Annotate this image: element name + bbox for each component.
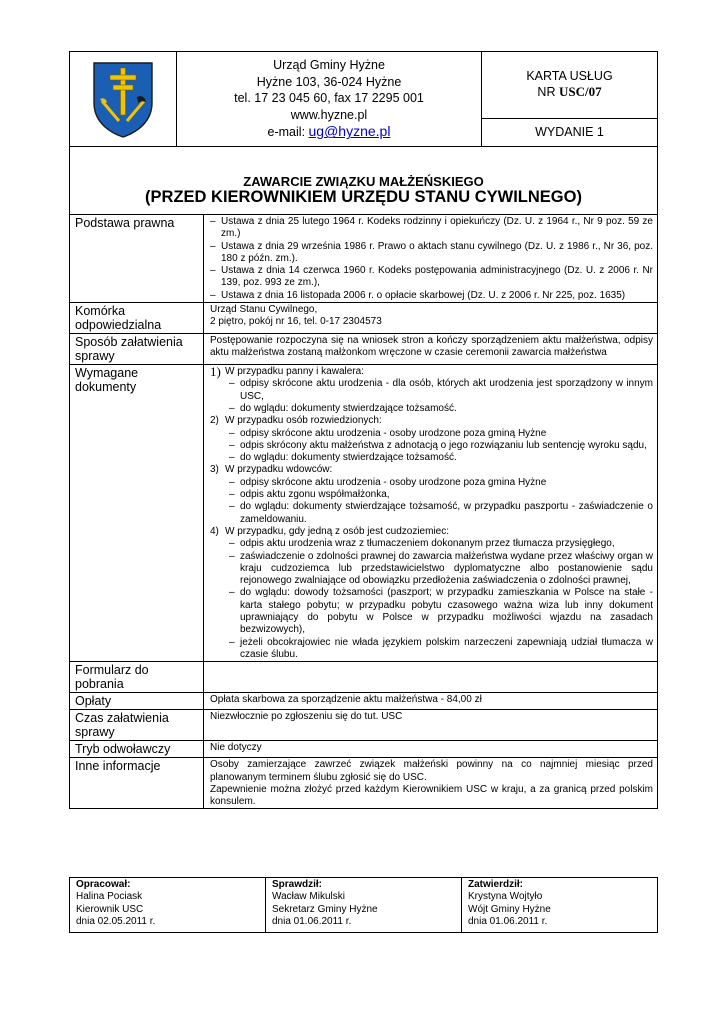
list-item: – jeżeli obcokrajowiec nie włada językiem polskim narzeczeni zapewniają udział tłumacza w czasie ślubu. — [229, 637, 653, 662]
unit-location: 2 piętro, pokój nr 16, tel. 0-17 2304573 — [210, 316, 382, 328]
signature-date: dnia 01.06.2011 r. — [272, 916, 352, 928]
unit-content — [204, 303, 658, 334]
list-item: – zaświadczenie o zdolności prawnej do zawarcia małżeństwa wydane przez właściwy organ w kraju cudzoziemca lub przedstawicielstwo dyplomatyczne albo postanowienie sądu rejonowego zwalniające od obowiązku przedłożenia zaświadczenia o zdolności prawnej, — [229, 551, 653, 588]
signature-row — [70, 878, 658, 933]
signature-prepared — [70, 878, 266, 933]
title-line-1: ZAWARCIE ZWIĄZKU MAŁŻEŃSKIEGO — [243, 174, 484, 189]
signature-role: Zatwierdził: — [468, 879, 524, 890]
list-item: – odpis aktu zgonu współmałżonka, — [229, 489, 653, 501]
other-info-line: Osoby zamierzające zawrzeć związek małżeński powinny na co najmniej miesiąc przed planowanym terminem ślubu zgłosić się do USC. — [210, 759, 653, 783]
signature-approved — [462, 878, 658, 933]
signature-name: Wacław Mikulski — [272, 891, 345, 903]
row-documents — [70, 365, 658, 662]
office-website: www.hyzne.pl — [290, 107, 368, 122]
signature-name: Krystyna Wojtyło — [468, 891, 543, 903]
list-item: – do wglądu: dowody tożsamości (paszport; w przypadku zamieszkania w Polsce na stałe - karta stałego pobytu; w przypadku pobytu czasowego ważna wiza lub inny dokument uprawniający do pobytu w Polsce w przypadku możliwości wjazdu na zasadach bezwizowych), — [229, 587, 653, 636]
row-label: Tryb odwoławczy — [70, 741, 204, 758]
documents-list — [210, 366, 653, 661]
row-appeal — [70, 741, 658, 758]
office-contact — [177, 52, 482, 146]
group-items — [225, 538, 653, 661]
list-item: – do wglądu: dokumenty stwierdzające tożsamość, w przypadku paszportu - zaświadczenie o zameldowaniu. — [229, 501, 653, 526]
group-number: 4) — [210, 525, 219, 537]
card-label: KARTA USŁUG — [526, 69, 613, 83]
list-item: – Ustawa z dnia 16 listopada 2006 r. o opłacie skarbowej (Dz. U. z 2006 r. Nr 225, poz. 1635) — [210, 290, 653, 302]
logo-cell — [70, 52, 177, 146]
list-item: – Ustawa z dnia 25 lutego 1964 r. Kodeks rodzinny i opiekuńczy (Dz. U. z 1964 r., Nr 9 poz. 59 ze zm.) — [210, 216, 653, 241]
office-name: Urząd Gminy Hyżne — [273, 58, 385, 72]
email-label: e-mail: — [267, 125, 309, 140]
legal-basis-content — [204, 215, 658, 303]
card-number-box — [482, 52, 657, 119]
row-label: Formularz do pobrania — [70, 662, 204, 693]
signature-date: dnia 01.06.2011 r. — [468, 916, 548, 928]
document-group — [210, 464, 653, 525]
row-label: Inne informacje — [70, 758, 204, 809]
office-email-line — [177, 123, 481, 141]
group-title: W przypadku, gdy jedną z osób jest cudzoziemiec: — [225, 525, 449, 537]
signature-position: Kierownik USC — [76, 903, 144, 915]
signature-date: dnia 02.05.2011 r. — [76, 916, 156, 928]
list-item: – Ustawa z dnia 29 września 1986 r. Prawo o aktach stanu cywilnego (Dz. U. z 1986 r., Nr 36, poz. 180 z późn. zm.). — [210, 241, 653, 266]
group-items — [225, 428, 653, 465]
list-item: – Ustawa z dnia 14 czerwca 1960 r. Kodeks postępowania administracyjnego (Dz. U. z 2006 r. Nr 139, poz. 993 ze zm.), — [210, 265, 653, 290]
legal-basis-list — [210, 216, 653, 302]
list-item: – odpisy skrócone aktu urodzenia - dla osób, których akt urodzenia jest sporządzony w innym USC, — [229, 378, 653, 403]
document-title — [69, 147, 658, 214]
signature-position: Wójt Gminy Hyżne — [468, 903, 551, 915]
signature-role: Opracował: — [76, 879, 131, 890]
form-content — [204, 662, 658, 693]
row-form — [70, 662, 658, 693]
row-fees — [70, 693, 658, 710]
office-phone: tel. 17 23 045 60, fax 17 2295 001 — [234, 91, 424, 106]
edition-label: WYDANIE 1 — [535, 125, 604, 139]
row-label: Opłaty — [70, 693, 204, 710]
document-header — [69, 51, 658, 147]
other-info-content — [204, 758, 658, 809]
document-group — [210, 366, 653, 415]
group-title: W przypadku panny i kawalera: — [225, 366, 364, 378]
group-number: 1) — [210, 364, 221, 380]
list-item: – do wglądu: dokumenty stwierdzające tożsamość. — [229, 403, 653, 415]
group-title: W przypadku osób rozwiedzionych: — [225, 415, 382, 427]
card-number: NR USC/07 — [537, 84, 602, 99]
list-item: – odpis aktu urodzenia wraz z tłumaczeniem dokonanym przez tłumacza przysięgłego, — [229, 538, 653, 550]
signature-name: Halina Pociask — [76, 891, 143, 903]
signature-checked — [266, 878, 462, 933]
title-line-2: (PRZED KIEROWNIKIEM URZĘDU STANU CYWILNEGO) — [145, 188, 582, 206]
group-items — [225, 378, 653, 415]
row-label: Wymagane dokumenty — [70, 365, 204, 662]
list-item: – odpisy skrócone aktu urodzenia - osoby urodzone poza gminą Hyżne — [229, 428, 653, 440]
documents-content — [204, 365, 658, 662]
signature-role: Sprawdził: — [272, 879, 323, 890]
group-title: W przypadku wdowców: — [225, 464, 333, 476]
signature-table — [69, 877, 658, 933]
row-unit — [70, 303, 658, 334]
row-label: Czas załatwienia sprawy — [70, 710, 204, 741]
group-number: 3) — [210, 464, 219, 476]
row-label: Sposób załatwienia sprawy — [70, 334, 204, 365]
group-items — [225, 477, 653, 526]
other-info-line: Zapewnienie można złożyć przed każdym Kierownikiem USC w kraju, a za granicą przed polskim konsulem. — [210, 783, 653, 808]
office-address: Hyżne 103, 36-024 Hyżne — [256, 74, 402, 89]
time-text: Niezwłocznie po zgłoszeniu się do tut. USC — [204, 710, 658, 741]
row-legal-basis — [70, 215, 658, 303]
list-item: – odpis skrócony aktu małżeństwa z adnotacją o jego rozwiązaniu lub sentencję wyroku sądu, — [229, 440, 653, 452]
appeal-text: Nie dotyczy — [204, 741, 658, 758]
list-item: – odpisy skrócone aktu urodzenia - osoby urodzone poza gmina Hyżne — [229, 477, 653, 489]
fees-text: Opłata skarbowa za sporządzenie aktu małżeństwa - 84,00 zł — [204, 693, 658, 710]
signature-position: Sekretarz Gminy Hyżne — [272, 903, 378, 915]
procedure-text: Postępowanie rozpoczyna się na wniosek stron a kończy sporządzeniem aktu małżeństwa, odpisy aktu małżeństwa zostaną małżonkom wręczone w czasie ceremonii zawarcia małżeństwa — [204, 334, 658, 365]
coat-of-arms-logo — [90, 59, 156, 139]
service-card-table — [69, 214, 658, 809]
document-group — [210, 415, 653, 464]
unit-name: Urząd Stanu Cywilnego, — [210, 304, 318, 316]
row-other — [70, 758, 658, 809]
row-procedure — [70, 334, 658, 365]
row-time — [70, 710, 658, 741]
email-link[interactable]: ug@hyzne.pl — [308, 123, 391, 140]
row-label: Podstawa prawna — [70, 215, 204, 303]
group-number: 2) — [210, 415, 219, 427]
card-info — [482, 52, 657, 146]
list-item: – do wglądu: dokumenty stwierdzające tożsamość. — [229, 452, 653, 464]
document-group — [210, 526, 653, 661]
row-label: Komórka odpowiedzialna — [70, 303, 204, 334]
